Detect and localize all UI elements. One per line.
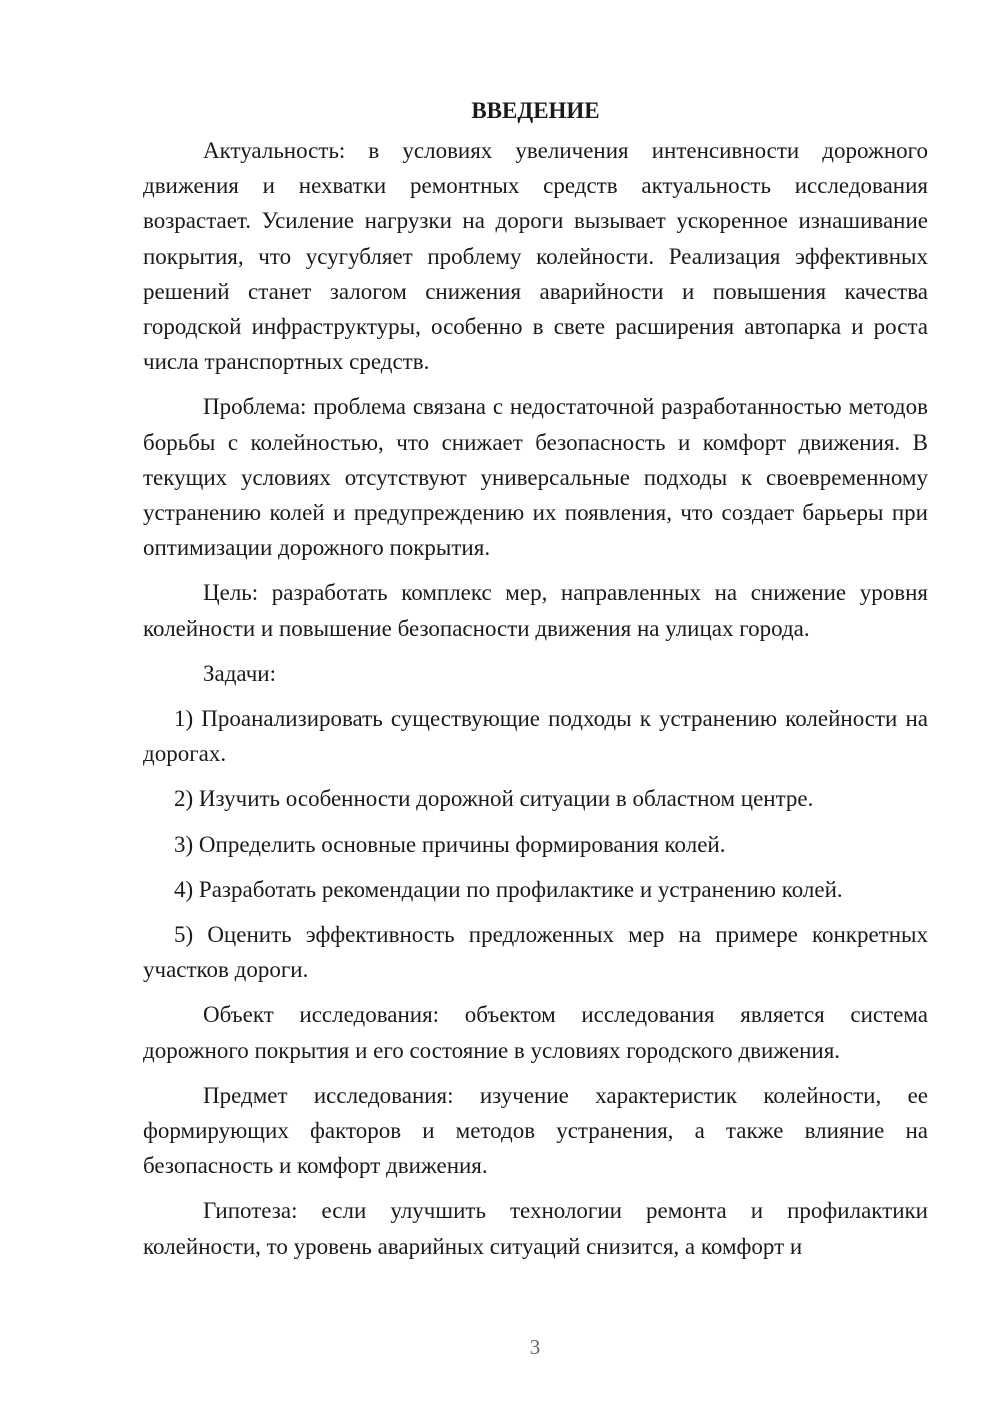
task-item-2: 2) Изучить особенности дорожной ситуации в областном центре. (174, 786, 814, 812)
paragraph-relevance: Актуальность: в условиях увеличения интенсивности дорожного движения и нехватки ремонтных средств актуальность исследования возрастает. Усиление нагрузки на дороги вызывает ускоренное изнашивание покрытия, что усугубляет проблему колейности. Реализация эффективных решений станет залогом снижения аварийности и повышения качества городской инфраструктуры, особенно в свете расширения автопарка и роста числа транспортных средств. (143, 138, 928, 375)
task-item-4: 4) Разработать рекомендации по профилактике и устранению колей. (174, 876, 843, 902)
task-item-1: 1) Проанализировать существующие подходы к устранению колейности на дорогах. (143, 706, 928, 767)
paragraph-goal: Цель: разработать комплекс мер, направленных на снижение уровня колейности и повышение безопасности движения на улицах города. (143, 580, 928, 641)
paragraph-subject: Предмет исследования: изучение характеристик колейности, ее формирующих факторов и методов устранения, а также влияние на безопасность и комфорт движения. (143, 1082, 928, 1179)
paragraph-hypothesis: Гипотеза: если улучшить технологии ремонта и профилактики колейности, то уровень аварийных ситуаций снизится, а комфорт и (143, 1198, 928, 1259)
task-item-3: 3) Определить основные причины формирования колей. (174, 831, 726, 857)
tasks-heading: Задачи: (203, 660, 276, 686)
paragraph-problem: Проблема: проблема связана с недостаточной разработанностью методов борьбы с колейностью, что снижает безопасность и комфорт движения. В текущих условиях отсутствуют универсальные подходы к своевременному устранению колей и предупреждению их появления, что создает барьеры при оптимизации дорожного покрытия. (143, 394, 928, 561)
paragraph-object: Объект исследования: объектом исследования является система дорожного покрытия и его состояние в условиях городского движения. (143, 1002, 928, 1063)
document-page (143, 94, 928, 1274)
task-item-5: 5) Оценить эффективность предложенных мер на примере конкретных участков дороги. (143, 922, 928, 983)
section-title: ВВЕДЕНИЕ (471, 98, 600, 123)
page-number: 3 (529, 1335, 541, 1359)
